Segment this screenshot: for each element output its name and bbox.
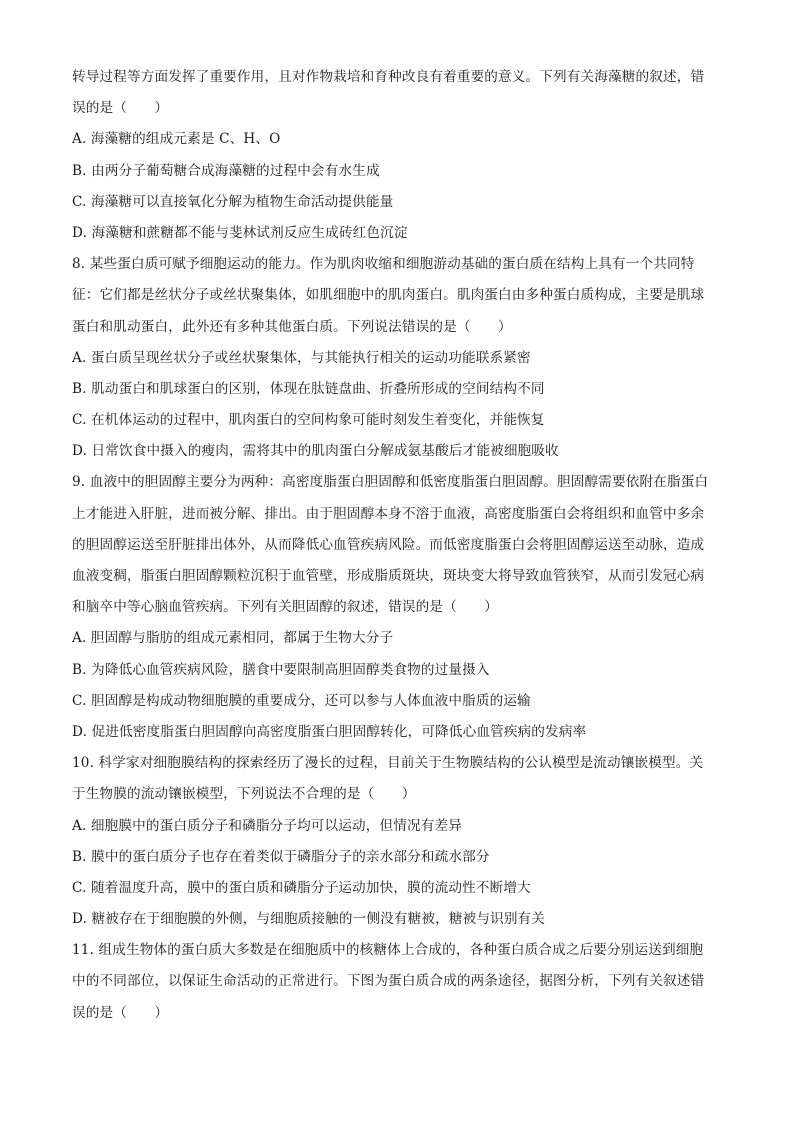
text-line: 和脑卒中等心脑血管疾病。下列有关胆固醇的叙述，错误的是（ ） xyxy=(72,599,499,616)
text-line: 误的是（ ） xyxy=(72,1004,169,1021)
text-line: B. 膜中的蛋白质分子也存在着类似于磷脂分子的亲水部分和疏水部分 xyxy=(72,848,490,865)
text-line: A. 细胞膜中的蛋白质分子和磷脂分子均可以运动，但情况有差异 xyxy=(72,817,462,834)
text-line: A. 海藻糖的组成元素是 C、H、O xyxy=(72,131,281,148)
text-line: B. 由两分子葡萄糖合成海藻糖的过程中会有水生成 xyxy=(72,162,380,179)
text-line: D. 海藻糖和蔗糖都不能与斐林试剂反应生成砖红色沉淀 xyxy=(72,224,408,241)
text-line: B. 肌动蛋白和肌球蛋白的区别，体现在肽链盘曲、折叠所形成的空间结构不同 xyxy=(72,380,545,397)
text-line: 的胆固醇运送至肝脏排出体外，从而降低心血管疾病风险。而低密度脂蛋白会将胆固醇运送至动脉，造成 xyxy=(72,536,705,553)
text-line: 上才能进入肝脏，进而被分解、排出。由于胆固醇本身不溶于血液，高密度脂蛋白会将组织和血管中多余 xyxy=(72,505,705,522)
text-line: C. 随着温度升高，膜中的蛋白质和磷脂分子运动加快，膜的流动性不断增大 xyxy=(72,879,531,896)
text-line: A. 蛋白质呈现丝状分子或丝状聚集体，与其能执行相关的运动功能联系紧密 xyxy=(72,349,531,366)
text-line: 中的不同部位，以保证生命活动的正常进行。下图为蛋白质合成的两条途径，据图分析，下列有关叙述错 xyxy=(72,973,705,990)
text-line: 血液变稠，脂蛋白胆固醇颗粒沉积于血管壁，形成脂质斑块，斑块变大将导致血管狭窄，从而引发冠心病 xyxy=(72,568,705,584)
text-line: B. 为降低心血管疾病风险，膳食中要限制高胆固醇类食物的过量摄入 xyxy=(72,661,490,678)
text-line: C. 在机体运动的过程中，肌肉蛋白的空间构象可能时刻发生着变化，并能恢复 xyxy=(72,412,545,429)
document-page xyxy=(72,62,724,1029)
text-line: 误的是（ ） xyxy=(72,100,169,117)
text-line: 于生物膜的流动镶嵌模型，下列说法不合理的是（ ） xyxy=(72,786,416,803)
text-line: 蛋白和肌动蛋白，此外还有多种其他蛋白质。下列说法错误的是（ ） xyxy=(72,318,512,335)
text-line: 征：它们都是丝状分子或丝状聚集体，如肌细胞中的肌肉蛋白。肌肉蛋白由多种蛋白质构成，主要是肌球 xyxy=(72,287,705,304)
text-line: D. 促进低密度脂蛋白胆固醇向高密度脂蛋白胆固醇转化，可降低心血管疾病的发病率 xyxy=(72,723,587,740)
text-line: D. 糖被存在于细胞膜的外侧，与细胞质接触的一侧没有糖被，糖被与识别有关 xyxy=(72,911,546,928)
text-line: 8. 某些蛋白质可赋予细胞运动的能力。作为肌肉收缩和细胞游动基础的蛋白质在结构上具有一个共同特 xyxy=(72,256,695,273)
text-line: 10. 科学家对细胞膜结构的探索经历了漫长的过程，目前关于生物膜结构的公认模型是流动镶嵌模型。关 xyxy=(72,755,704,772)
text-line: C. 海藻糖可以直接氧化分解为植物生命活动提供能量 xyxy=(72,193,394,210)
text-line: D. 日常饮食中摄入的瘦肉，需将其中的肌肉蛋白分解成氨基酸后才能被细胞吸收 xyxy=(72,443,559,460)
text-line: A. 胆固醇与脂肪的组成元素相同，都属于生物大分子 xyxy=(72,630,394,647)
text-line: C. 胆固醇是构成动物细胞膜的重要成分，还可以参与人体血液中脂质的运输 xyxy=(72,692,531,709)
text-line: 转导过程等方面发挥了重要作用，且对作物栽培和育种改良有着重要的意义。下列有关海藻糖的叙述，错 xyxy=(72,69,705,85)
text-line: 11. 组成生物体的蛋白质大多数是在细胞质中的核糖体上合成的，各种蛋白质合成之后要分别运送到细胞 xyxy=(72,942,704,959)
text-line: 9. 血液中的胆固醇主要分为两种：高密度脂蛋白胆固醇和低密度脂蛋白胆固醇。胆固醇需要依附在脂蛋白 xyxy=(72,474,709,491)
